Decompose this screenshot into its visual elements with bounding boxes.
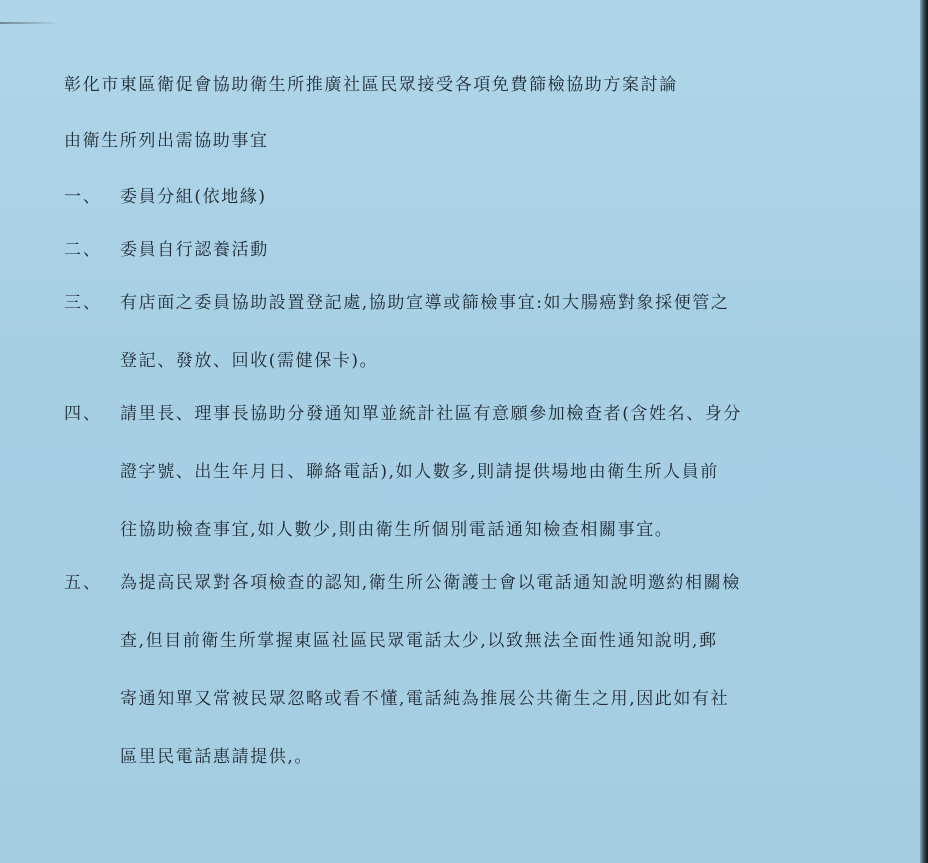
item-line: 請里長、理事長協助分發通知單並統計社區有意願參加檢查者(含姓名、身分 — [120, 404, 743, 424]
document-body — [64, 72, 874, 797]
item-list — [64, 184, 874, 770]
list-item — [64, 237, 874, 263]
item-text — [120, 570, 874, 770]
item-line: 委員自行認養活動 — [120, 240, 269, 260]
item-line: 區里民電話惠請提供,。 — [120, 747, 314, 767]
item-line: 為提高民眾對各項檢查的認知,衛生所公衛護士會以電話通知說明邀約相關檢 — [120, 573, 741, 593]
scan-edge — [920, 0, 928, 863]
item-line: 委員分組(依地緣) — [120, 187, 267, 207]
document-subtitle: 由衛生所列出需協助事宜 — [64, 131, 269, 151]
list-item — [64, 570, 874, 770]
list-item — [64, 401, 874, 543]
item-number: 三、 — [64, 293, 102, 313]
item-line: 登記、發放、回收(需健保卡)。 — [120, 351, 379, 371]
item-line: 有店面之委員協助設置登記處,協助宣導或篩檢事宜:如大腸癌對象採便管之 — [120, 293, 730, 313]
item-text — [120, 237, 874, 263]
item-number: 五、 — [64, 573, 102, 593]
item-number: 一、 — [64, 187, 102, 207]
item-number: 四、 — [64, 404, 102, 424]
item-number: 二、 — [64, 240, 102, 260]
document-title: 彰化市東區衛促會協助衛生所推廣社區民眾接受各項免費篩檢協助方案討論 — [64, 75, 678, 95]
scan-artifact — [0, 22, 60, 24]
item-line: 證字號、出生年月日、聯絡電話),如人數多,則請提供場地由衛生所人員前 — [120, 462, 719, 482]
list-item — [64, 290, 874, 374]
item-text — [120, 184, 874, 210]
item-line: 寄通知單又常被民眾忽略或看不懂,電話純為推展公共衛生之用,因此如有社 — [120, 689, 730, 709]
item-text — [120, 401, 874, 543]
list-item — [64, 184, 874, 210]
item-line: 查,但目前衛生所掌握東區社區民眾電話太少,以致無法全面性通知說明,郵 — [120, 631, 718, 651]
item-text — [120, 290, 874, 374]
item-line: 往協助檢查事宜,如人數少,則由衛生所個別電話通知檢查相關事宜。 — [120, 520, 674, 540]
